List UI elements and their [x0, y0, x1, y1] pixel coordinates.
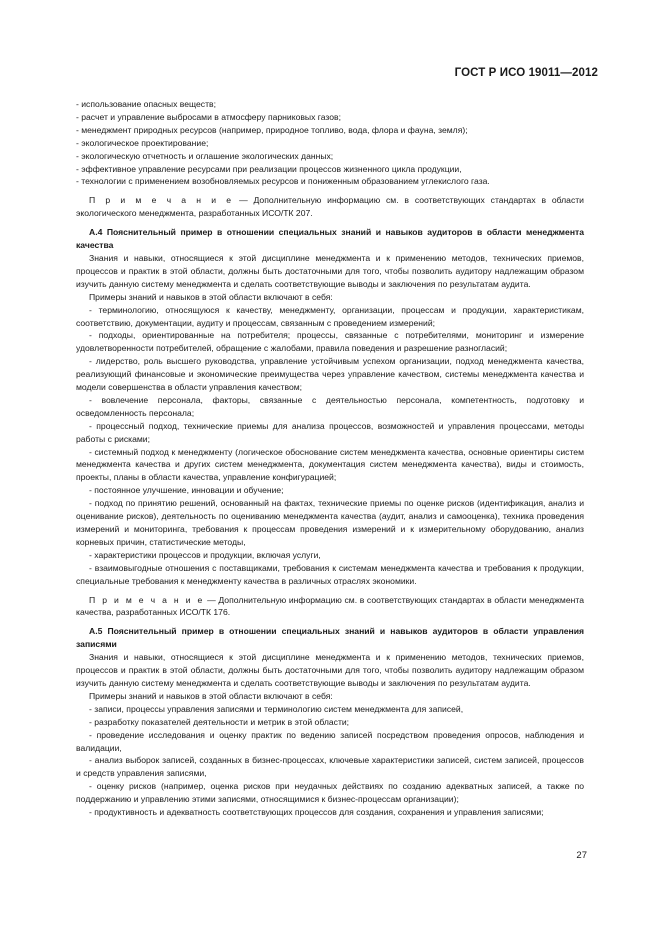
list-item: - экологическую отчетность и оглашение экологических данных; [76, 150, 334, 161]
note-text: — Дополнительную информацию см. в соответствующих стандартах в области экологического менеджмента, разработанных ИСО/ТК 207. [76, 195, 584, 219]
list-item: - записи, процессы управления записями и терминологию систем менеджмента для записей, [89, 703, 464, 714]
note-text: — Дополнительную информацию см. в соответствующих стандартах в области менеджмента качества, разработанных ИСО/ТК 176. [76, 594, 584, 618]
examples-intro: Примеры знаний и навыков в этой области включают в себя: [89, 291, 333, 302]
list-item: - системный подход к менеджменту (логическое обоснование систем менеджмента качества, основные ориентиры систем менеджмента качества и других систем менеджмента, документация систем менеджмента качества), виды и стоимость, проекты, планы в области качества, управление конфигурацией; [76, 446, 584, 483]
list-item: - подход по принятию решений, основанный на фактах, технические приемы по оценке рисков (идентификация, анализ и оценивание рисков), деятельность по оцениванию менеджмента качества (аудит, анализ и самооценка), техника проведения измерений и мониторинга, требования к процессам проведения измерений и к измерительному оборудованию, анализ корневых причин, статистические методы, [76, 498, 584, 547]
standard-header: ГОСТ Р ИСО 19011—2012 [454, 67, 598, 79]
list-item: - терминологию, относящуюся к качеству, менеджменту, организации, процессам и продукции, характеристикам, соответствию, документации, аудиту и процессам, связанным с проведением измерений; [76, 304, 584, 328]
note-label: П р и м е ч а н и е [89, 195, 234, 206]
list-item: - проведение исследования и оценку практик по ведению записей посредством проведения опросов, наблюдения и валидации, [76, 729, 584, 753]
list-item: - лидерство, роль высшего руководства, управление устойчивым успехом организации, подход менеджмента качества, реализующий финансовые и экономические преимущества через управление качеством, системы менеджмента качества и модели совершенства в области управления качеством; [76, 356, 584, 393]
list-item: - использование опасных веществ; [76, 99, 216, 109]
list-item: - процессный подход, технические приемы для анализа процессов, возможностей и управления процессами, методы работы с рисками; [76, 420, 584, 444]
list-item: - подходы, ориентированные на потребителя; процессы, связанные с потребителями, мониторинг и измерение удовлетворенности потребителей, обращение с жалобами, правила поведения и разрешение разногласий; [76, 330, 584, 354]
list-item: - экологическое проектирование; [76, 137, 209, 148]
list-item: - продуктивность и адекватность соответствующих процессов для создания, сохранения и управления записями; [89, 807, 544, 818]
page-number: 27 [576, 850, 587, 861]
list-item: - технологии с применением возобновляемых ресурсов и пониженным образованием углекислого газа. [76, 176, 490, 187]
examples-intro: Примеры знаний и навыков в этой области включают в себя: [89, 690, 333, 701]
list-item: - постоянное улучшение, инновации и обучение; [89, 485, 284, 496]
note [76, 194, 584, 220]
list-item: - характеристики процессов и продукции, включая услуги, [89, 549, 321, 560]
list-item: - оценку рисков (например, оценка рисков при неудачных действиях по созданию адекватных записей, а также по поддержанию и управлению этими записями, относящимися к бизнес-процессам организации); [76, 781, 584, 805]
list-item: - взаимовыгодные отношения с поставщиками, требования к системам менеджмента качества и требования к продукции, специальные требования к менеджменту качества в различных отраслях экономики. [76, 562, 584, 586]
list-item: - эффективное управление ресурсами при реализации процессов жизненного цикла продукции, [76, 163, 462, 174]
list-item: - менеджмент природных ресурсов (например, природное топливо, вода, флора и фауна, земля); [76, 124, 468, 135]
section-heading-a4: А.4 Пояснительный пример в отношении специальных знаний и навыков аудиторов в области менеджмента качества [76, 227, 584, 251]
document-body [76, 98, 584, 819]
section-intro: Знания и навыки, относящиеся к этой дисциплине менеджмента и к применению методов, технических приемов, процессов и практик в этой области, должны быть достаточными для того, чтобы позволить аудитору надлежащим образом изучить данную систему менеджмента и сделать соответствующие выводы и заключения по результатам аудита. [76, 252, 584, 289]
section-intro: Знания и навыки, относящиеся к этой дисциплине менеджмента и к применению методов, технических приемов, процессов и практик в этой области, должны быть достаточными для того, чтобы позволить аудитору надлежащим образом изучить данную систему менеджмента и сделать соответствующие выводы и заключения по результатам аудита. [76, 652, 584, 688]
note [76, 594, 584, 620]
list-item: - анализ выборок записей, созданных в бизнес-процессах, ключевые характеристики записей, систем записей, процессов и средств управления записями, [76, 755, 584, 779]
list-item: - разработку показателей деятельности и метрик в этой области; [89, 716, 350, 727]
list-item: - расчет и управление выбросами в атмосферу парниковых газов; [76, 111, 341, 122]
section-heading-a5: А.5 Пояснительный пример в отношении специальных знаний и навыков аудиторов в области управления записями [76, 626, 584, 650]
note-label: П р и м е ч а н и е [89, 594, 205, 605]
list-item: - вовлечение персонала, факторы, связанные с деятельностью персонала, компетентность, подготовку и осведомленность персонала; [76, 394, 584, 418]
